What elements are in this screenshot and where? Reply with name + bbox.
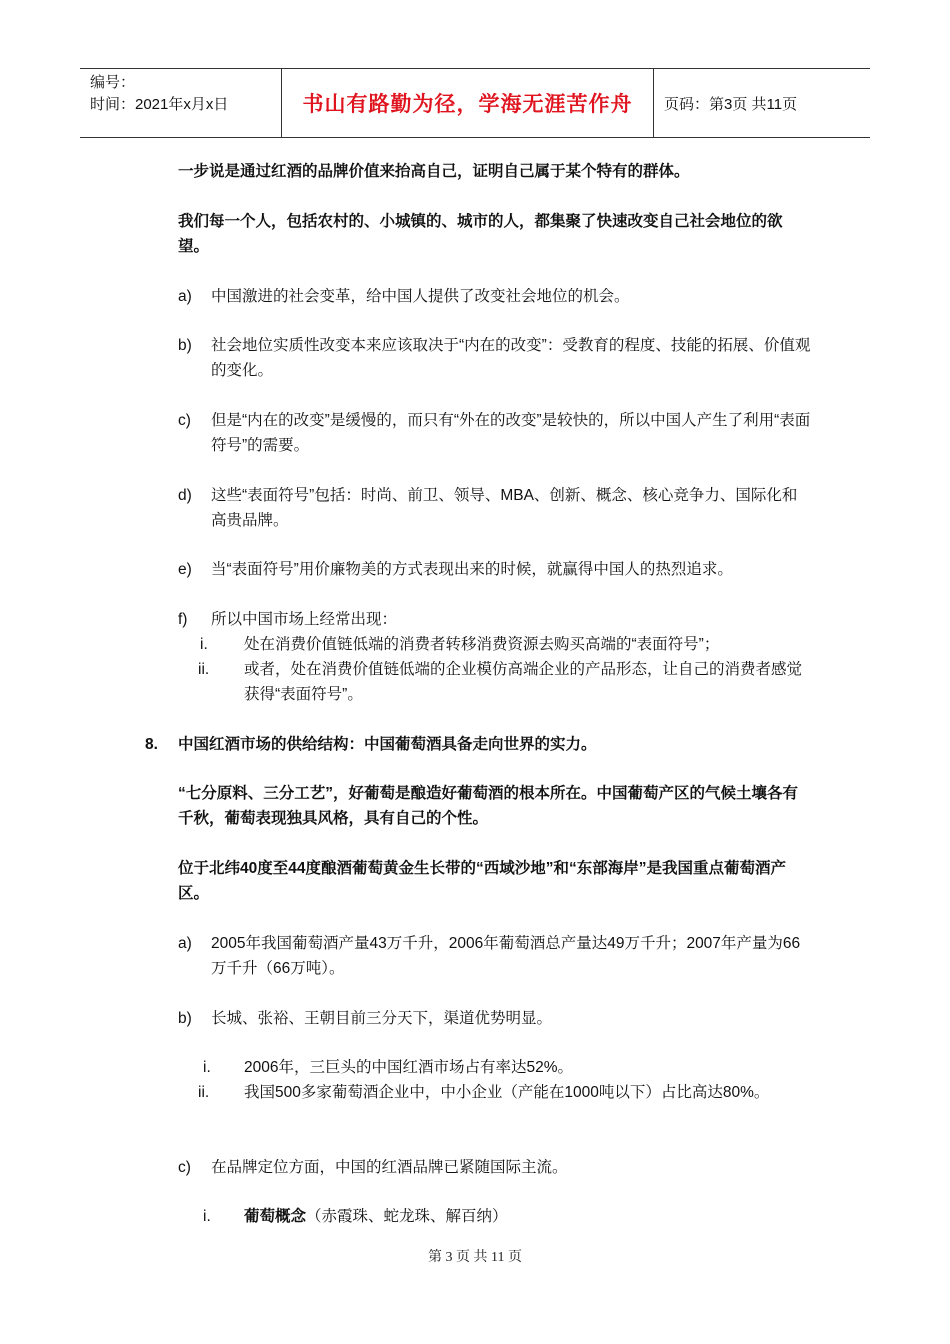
list-label: a) (178, 935, 192, 952)
list-label: d) (178, 487, 192, 504)
paragraph-4: 位于北纬40度至44度酿酒葡萄黄金生长带的“西域沙地”和“东部海岸”是我国重点葡萄酒产区。 (178, 860, 786, 902)
number-label: 编号： (90, 74, 136, 91)
sublist-item: 我国500多家葡萄酒企业中，中小企业（产能在1000吨以下）占比高达80%。 (244, 1084, 770, 1101)
sublist-label: i. (203, 1059, 211, 1076)
sublist-item-bold: 葡萄概念 (244, 1208, 307, 1225)
sublist-item-text: （赤霞珠、蛇龙珠、解百纳） (306, 1208, 508, 1225)
sublist-item: 或者，处在消费价值链低端的企业模仿高端企业的产品形态，让自己的消费者感觉获得“表面符号”。 (244, 661, 803, 703)
list-item: 当“表面符号”用价廉物美的方式表现出来的时候，就赢得中国人的热烈追求。 (211, 561, 733, 578)
list-label: f) (178, 611, 188, 628)
sublist-item: 2006年，三巨头的中国红酒市场占有率达52%。 (244, 1059, 574, 1076)
date-label: 时间：2021年x月x日 (90, 96, 229, 113)
list-label: a) (178, 288, 192, 305)
sublist-label: i. (203, 1208, 211, 1225)
section-title: 中国红酒市场的供给结构：中国葡萄酒具备走向世界的实力。 (178, 736, 597, 753)
header-page-info: 页码：第3页 共11页 (664, 95, 798, 113)
list-label: b) (178, 337, 192, 354)
list-item: 所以中国市场上经常出现： (211, 611, 398, 628)
page-header (80, 68, 870, 138)
list-item: 中国激进的社会变革，给中国人提供了改变社会地位的机会。 (211, 288, 630, 305)
list-item: 社会地位实质性改变本来应该取决于“内在的改变”：受教育的程度、技能的拓展、价值观的变化。 (211, 337, 811, 379)
sublist-label: ii. (198, 661, 210, 678)
list-label: c) (178, 1159, 191, 1176)
list-label: e) (178, 561, 192, 578)
header-meta (80, 69, 282, 137)
list-item: 2005年我国葡萄酒产量43万千升，2006年葡萄酒总产量达49万千升；2007年产量为66万千升（66万吨）。 (211, 935, 801, 977)
section-number: 8. (145, 736, 158, 753)
sublist-item: 处在消费价值链低端的消费者转移消费资源去购买高端的“表面符号”； (244, 636, 720, 653)
list-item: 在品牌定位方面，中国的红酒品牌已紧随国际主流。 (211, 1159, 568, 1176)
list-item: 但是“内在的改变”是缓慢的，而只有“外在的改变”是较快的，所以中国人产生了利用“表面符号”的需要。 (211, 412, 811, 454)
sublist-label: ii. (198, 1084, 210, 1101)
list-label: c) (178, 412, 191, 429)
sublist-label: i. (200, 636, 208, 653)
paragraph-2: 我们每一个人，包括农村的、小城镇的、城市的人，都集聚了快速改变自己社会地位的欲望。 (178, 213, 783, 255)
page-footer: 第 3 页 共 11 页 (428, 1250, 522, 1265)
list-item: 长城、张裕、王朝目前三分天下，渠道优势明显。 (211, 1010, 553, 1027)
list-item: 这些“表面符号”包括：时尚、前卫、领导、MBA、创新、概念、核心竞争力、国际化和高贵品牌。 (211, 487, 798, 529)
paragraph-1: 一步说是通过红酒的品牌价值来抬高自己，证明自己属于某个特有的群体。 (178, 163, 690, 180)
list-label: b) (178, 1010, 192, 1027)
paragraph-3: “七分原料、三分工艺”，好葡萄是酿造好葡萄酒的根本所在。中国葡萄产区的气候土壤各有千秋，葡萄表现独具风格，具有自己的个性。 (178, 785, 799, 827)
header-motto: 书山有路勤为径，学海无涯苦作舟 (302, 93, 633, 116)
header-motto-cell (282, 69, 654, 137)
sublist-item (244, 1204, 810, 1229)
